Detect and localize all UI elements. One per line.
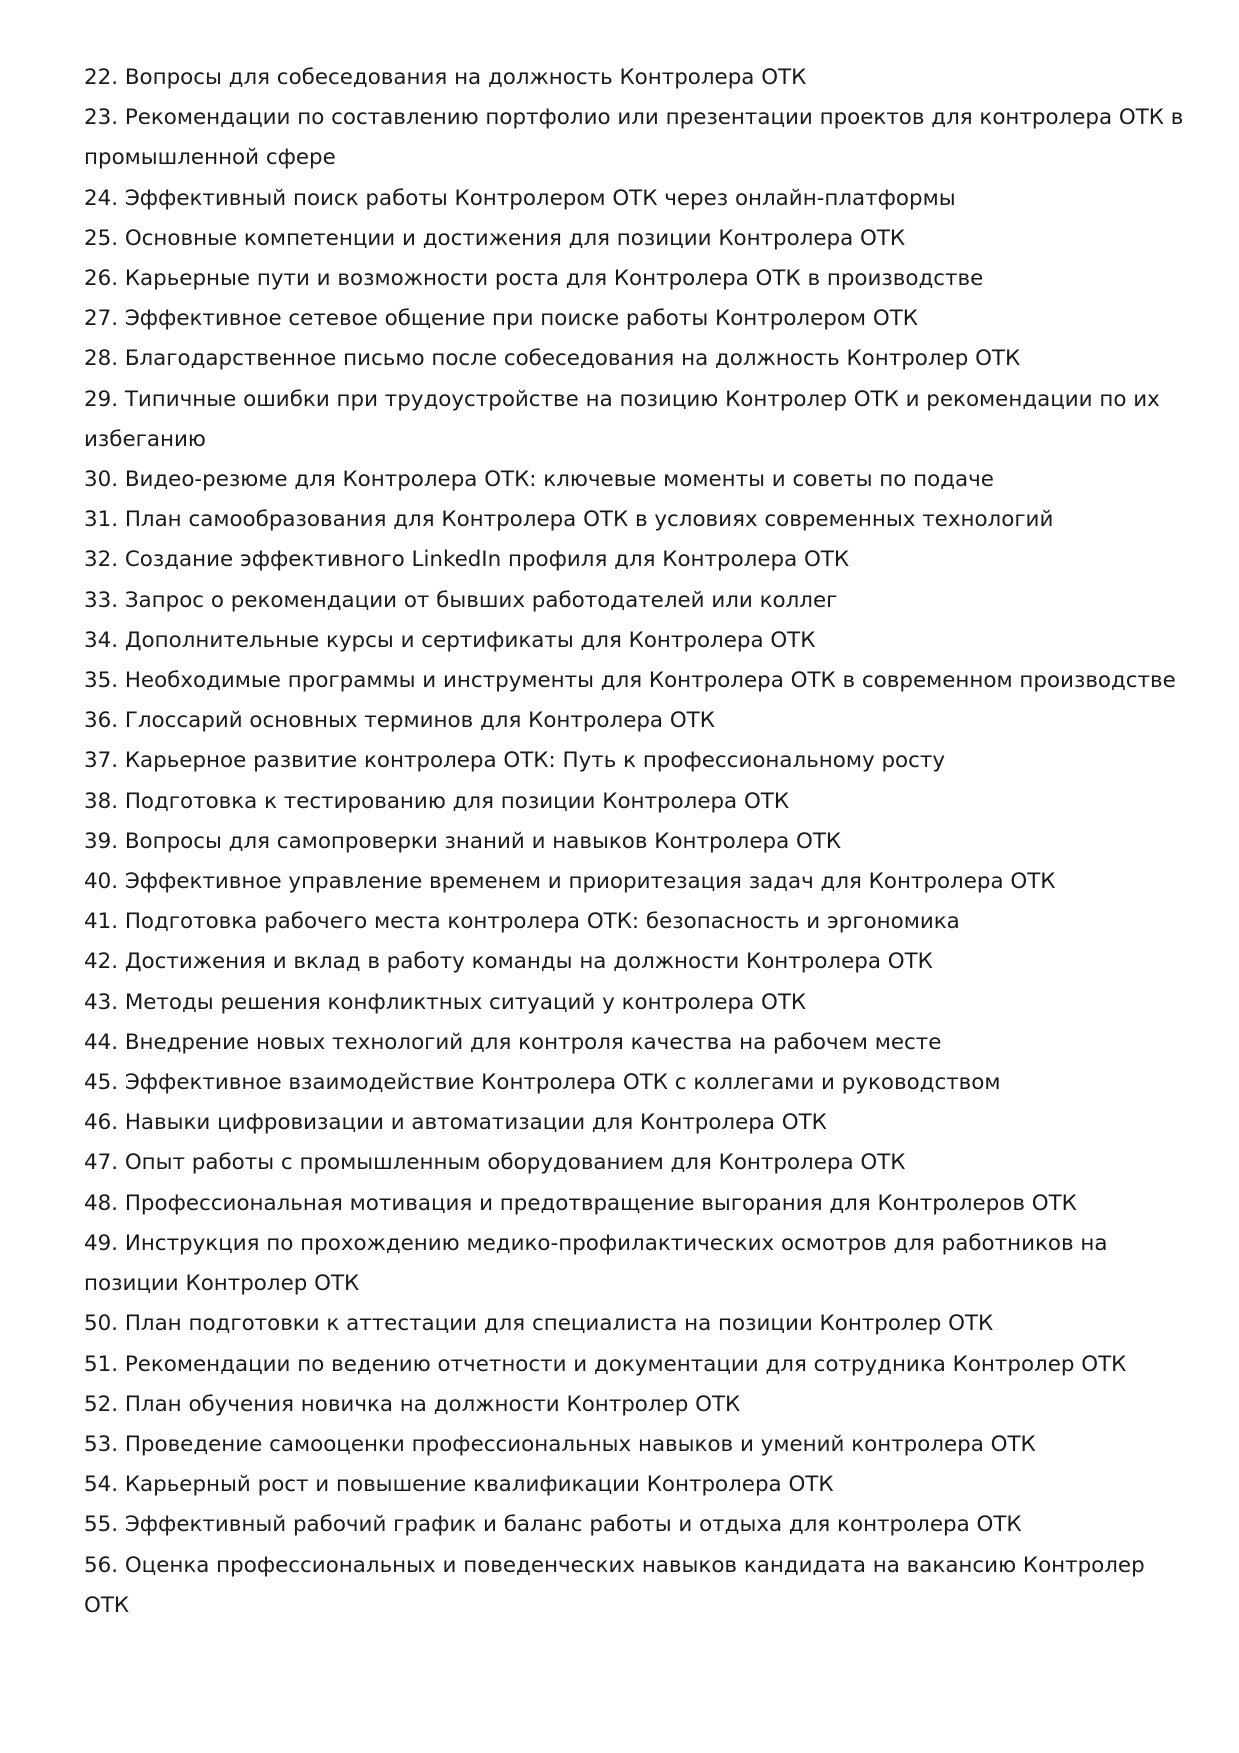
list-item: 38. Подготовка к тестированию для позиции Контролера ОТК: [84, 788, 790, 814]
list-item: 27. Эффективное сетевое общение при поиске работы Контролером ОТК: [84, 306, 918, 332]
list-item: 25. Основные компетенции и достижения для позиции Контролера ОТК: [84, 225, 906, 251]
list-item: 47. Опыт работы с промышленным оборудованием для Контролера ОТК: [84, 1150, 906, 1176]
document-page: [84, 58, 1184, 1626]
list-item: 39. Вопросы для самопроверки знаний и навыков Контролера ОТК: [84, 828, 842, 854]
list-item: 46. Навыки цифровизации и автоматизации для Контролера ОТК: [84, 1110, 827, 1136]
list-item: 48. Профессиональная мотивация и предотвращение выгорания для Контролеров ОТК: [84, 1190, 1077, 1216]
list-item: 41. Подготовка рабочего места контролера ОТК: безопасность и эргономика: [84, 909, 960, 935]
list-item: 23. Рекомендации по составлению портфолио или презентации проектов для контролера ОТК в промышленной сфере: [84, 105, 1184, 171]
list-item: 31. План самообразования для Контролера ОТК в условиях современных технологий: [84, 507, 1054, 533]
list-item: 55. Эффективный рабочий график и баланс работы и отдыха для контролера ОТК: [84, 1512, 1022, 1538]
list-item: 22. Вопросы для собеседования на должность Контролера ОТК: [84, 65, 807, 90]
list-item: 26. Карьерные пути и возможности роста для Контролера ОТК в производстве: [84, 266, 984, 292]
list-item: 56. Оценка профессиональных и поведенческих навыков кандидата на вакансию Контролер ОТК: [84, 1552, 1145, 1618]
list-item: 50. План подготовки к аттестации для специалиста на позиции Контролер ОТК: [84, 1311, 994, 1337]
topic-list: [84, 58, 1184, 1626]
list-item: 54. Карьерный рост и повышение квалификации Контролера ОТК: [84, 1472, 834, 1498]
list-item: 53. Проведение самооценки профессиональных навыков и умений контролера ОТК: [84, 1431, 1036, 1457]
list-item: 44. Внедрение новых технологий для контроля качества на рабочем месте: [84, 1029, 942, 1055]
list-item: 37. Карьерное развитие контролера ОТК: Путь к профессиональному росту: [84, 748, 946, 774]
list-item: 29. Типичные ошибки при трудоустройстве на позицию Контролер ОТК и рекомендации по их избеганию: [84, 386, 1160, 452]
list-item: 28. Благодарственное письмо после собеседования на должность Контролер ОТК: [84, 346, 1021, 372]
list-item: 30. Видео-резюме для Контролера ОТК: ключевые моменты и советы по подаче: [84, 467, 994, 493]
list-item: 51. Рекомендации по ведению отчетности и документации для сотрудника Контролер ОТК: [84, 1351, 1127, 1377]
list-item: 32. Создание эффективного LinkedIn профиля для Контролера ОТК: [84, 547, 850, 573]
list-item: 43. Методы решения конфликтных ситуаций у контролера ОТК: [84, 989, 807, 1015]
list-item: 45. Эффективное взаимодействие Контролера ОТК с коллегами и руководством: [84, 1070, 1001, 1096]
list-item: 24. Эффективный поиск работы Контролером ОТК через онлайн-платформы: [84, 185, 956, 211]
list-item: 49. Инструкция по прохождению медико-профилактических осмотров для работников на позиции Контролер ОТК: [84, 1230, 1108, 1297]
list-item: 36. Глоссарий основных терминов для Контролера ОТК: [84, 708, 715, 734]
list-item: 33. Запрос о рекомендации от бывших работодателей или коллег: [84, 587, 838, 613]
list-item: 34. Дополнительные курсы и сертификаты для Контролера ОТК: [84, 627, 816, 653]
list-item: 52. План обучения новичка на должности Контролер ОТК: [84, 1391, 741, 1417]
list-item: 35. Необходимые программы и инструменты для Контролера ОТК в современном производстве: [84, 668, 1176, 694]
list-item: 40. Эффективное управление временем и приоритезация задач для Контролера ОТК: [84, 869, 1056, 895]
list-item: 42. Достижения и вклад в работу команды на должности Контролера ОТК: [84, 949, 933, 975]
